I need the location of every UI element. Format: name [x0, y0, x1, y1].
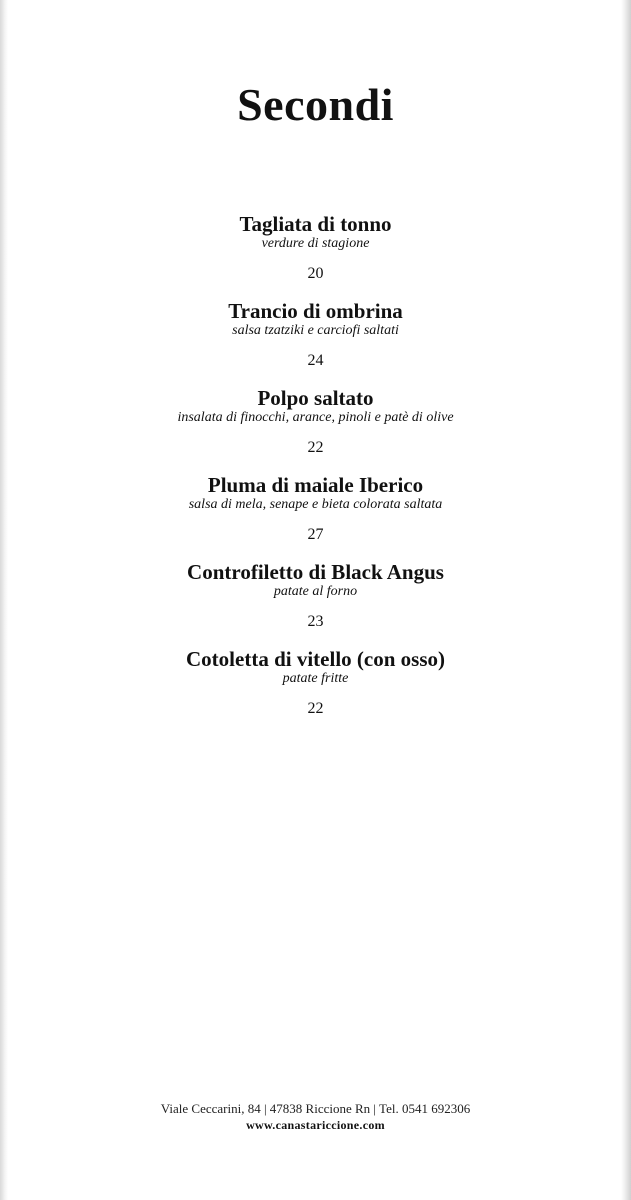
dish-name: Cotoletta di vitello (con osso) [186, 647, 445, 671]
menu-item [0, 212, 631, 299]
dish-price: 27 [307, 526, 324, 543]
menu-list [0, 212, 631, 734]
dish-price: 22 [307, 700, 324, 717]
dish-name: Tagliata di tonno [239, 212, 392, 236]
menu-item [0, 560, 631, 647]
dish-description: patate fritte [282, 671, 349, 686]
footer-website-link[interactable]: www.canastariccione.com [246, 1118, 385, 1132]
dish-name: Controfiletto di Black Angus [187, 560, 444, 584]
dish-price: 20 [307, 265, 324, 282]
dish-description: insalata di finocchi, arance, pinoli e patè di olive [177, 410, 454, 425]
menu-item [0, 473, 631, 560]
footer-address: Viale Ceccarini, 84 | 47838 Riccione Rn | Tel. 0541 692306 [160, 1101, 471, 1116]
dish-price: 24 [307, 352, 324, 369]
dish-description: patate al forno [273, 584, 358, 599]
dish-name: Trancio di ombrina [228, 299, 403, 323]
dish-price: 22 [307, 439, 324, 456]
footer [0, 1100, 631, 1133]
dish-name: Pluma di maiale Iberico [207, 473, 424, 497]
menu-item [0, 386, 631, 473]
menu-item [0, 299, 631, 386]
dish-description: salsa di mela, senape e bieta colorata saltata [188, 497, 443, 512]
menu-item [0, 647, 631, 734]
page-title: Secondi [237, 79, 394, 130]
dish-name: Polpo saltato [257, 386, 374, 410]
dish-price: 23 [307, 613, 324, 630]
dish-description: verdure di stagione [261, 236, 370, 251]
dish-description: salsa tzatziki e carciofi saltati [232, 323, 399, 338]
